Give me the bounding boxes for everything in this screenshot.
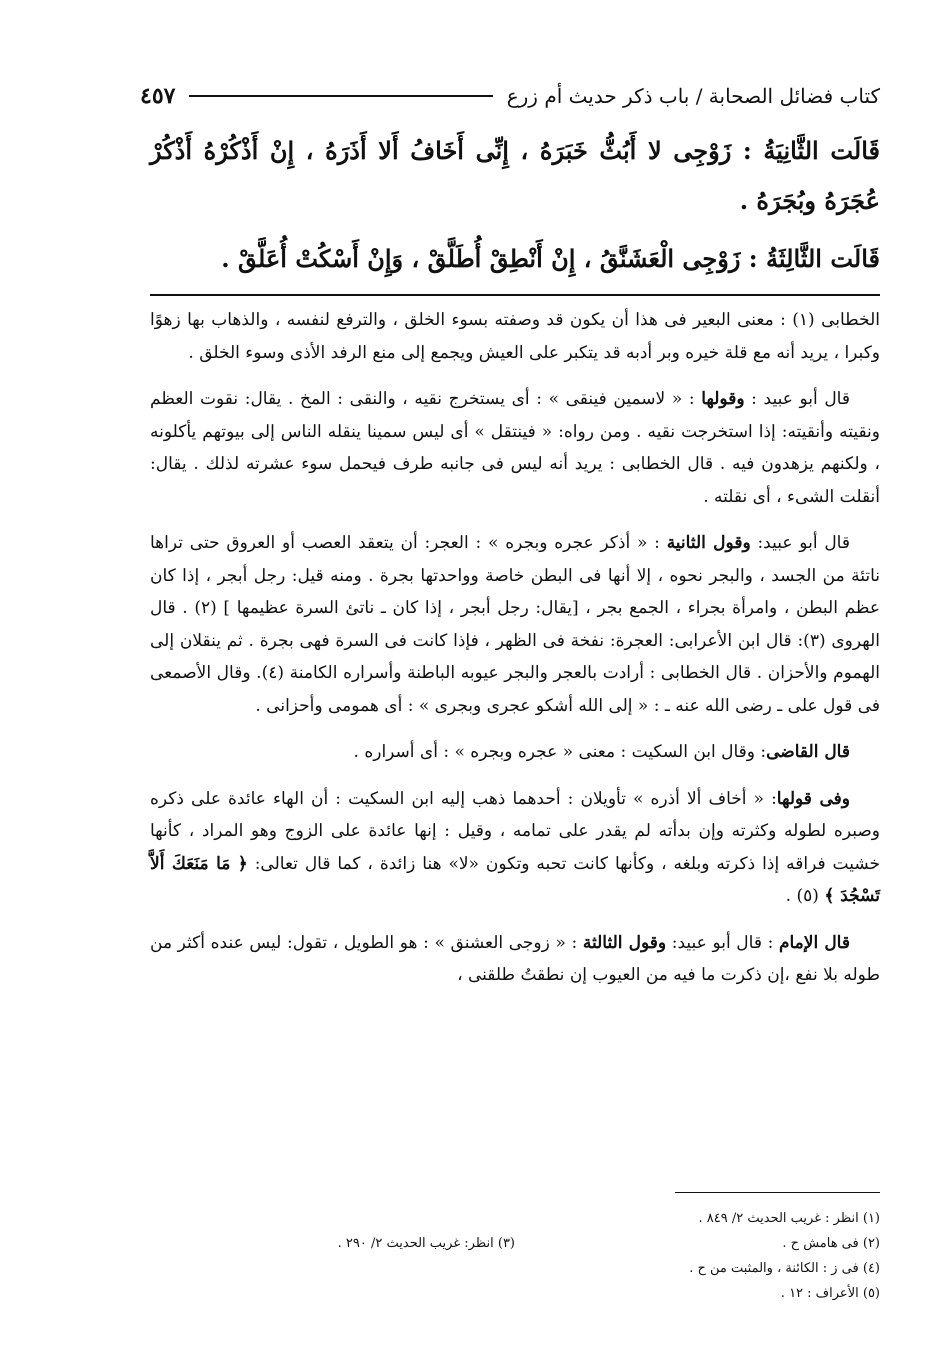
footnote-row bbox=[150, 1281, 880, 1306]
p6-body: : « زوجى العشنق » : هو الطويل ، تقول: ليس عنده أكثر من طوله بلا نفع ،إن ذكرت ما فيه من العيوب إن نطقتُ طلقنى ، bbox=[150, 932, 880, 985]
quran-quote: ﴿ مَا مَنَعَكَ أَلاَّ تَسْجُدَ ﴾ bbox=[150, 853, 880, 906]
footnote-2: (٢) فى هامش ح . bbox=[782, 1236, 880, 1251]
footnote-rule bbox=[675, 1192, 880, 1193]
commentary-paragraph-3 bbox=[150, 527, 880, 722]
commentary-paragraph-1: الخطابى (١) : معنى البعير فى هذا أن يكون قد وصفته بسوء الخلق ، والترفع لنفسه ، والذهاب بها زهوًا وكبرا ، يريد أنه مع قلة خيره وبر أدبه قد يتكبر على العيش ويجمع إلى منع الرفد الأذى وسوء الخلق . bbox=[150, 310, 880, 363]
footnote-row bbox=[150, 1231, 880, 1256]
p3-prefix: قال أبو عبيد: bbox=[750, 533, 850, 553]
p2-lead: وقولها bbox=[701, 389, 745, 409]
hadith-second-wife: قَالَت الثَّانِيَةُ : زَوْجِى لا أَبُثُّ خَبَرَهُ ، إِنِّى أَخَافُ أَلا أَذَرَهُ ، إِنْ أَذْكُرْهُ أَذْكُرْ عُجَرَهُ وبُجَرَهُ . bbox=[150, 136, 880, 215]
p2-body: : « لاسمين فينقى » : أى يستخرج نقيه ، والنقى : المخ . يقال: نقوت العظم ونقيته وأنقيته: إذا استخرجت نقيه . ومن رواه: « فينتقل » أى ليس سمينا ينقله الناس إلى بيوتهم يأكلونه ، ولكنهم يزهدون فيه . قال الخطابى : يريد أنه ليس فى جانبه طرف فيحمل سوء عشرته لذلك . يقال: أنقلت الشىء ، أى نقلته . bbox=[150, 389, 880, 507]
p5-lead: وفى قولها bbox=[776, 788, 850, 809]
page-header bbox=[140, 76, 880, 116]
commentary bbox=[150, 304, 880, 1006]
p6-lead: قال الإمام bbox=[778, 932, 850, 953]
header-rule bbox=[189, 95, 492, 97]
footnote-5: (٥) الأعراف : ١٢ . bbox=[780, 1286, 880, 1301]
footnote-row bbox=[150, 1206, 880, 1231]
footnote-4: (٤) فى ز : الكائنة ، والمثبت من ح . bbox=[689, 1261, 880, 1276]
commentary-paragraph-5 bbox=[150, 783, 880, 913]
p5-end: (٥) . bbox=[785, 886, 825, 906]
p4-body: : وقال ابن السكيت : معنى « عجره وبجره » : أى أسراره . bbox=[353, 742, 767, 762]
running-title: كتاب فضائل الصحابة / باب ذكر حديث أم زرع bbox=[506, 84, 880, 108]
footnotes bbox=[150, 1206, 880, 1306]
footnote-row bbox=[150, 1256, 880, 1281]
footnote-3: (٣) انظر: غريب الحديث ٢/ ٢٩٠ . bbox=[337, 1236, 515, 1251]
p2-prefix: قال أبو عبيد : bbox=[744, 389, 850, 409]
text-separator-rule bbox=[150, 294, 880, 296]
hadith-third-wife: قَالَت الثَّالِثَةُ : زَوْجِى الْعَشَنَّقُ ، إِنْ أَنْطِقْ أُطَلَّقْ ، وَإِنْ أَسْكُتْ أُعَلَّقْ . bbox=[221, 244, 880, 273]
commentary-paragraph-6 bbox=[150, 927, 880, 992]
commentary-paragraph-2 bbox=[150, 383, 880, 513]
p3-body: : « أذكر عجره وبجره » : العجر: أن يتعقد العصب أو العروق حتى تراها ناتئة من الجسد ، والبجر نحوه ، إلا أنها فى البطن خاصة وواحدتها بجرة . ومنه قيل: رجل أبجر ، إذا كان عظم البطن ، وامرأة بجراء ، الجمع بجر ، [يقال: رجل أبجر ، إذا كان ـ ناتئ السرة عظيمها ] (٢) . قال الهروى (٣): قال ابن الأعرابى: العجرة: نفخة فى الظهر ، فإذا كانت فى السرة فهى بجرة . ثم ينقلان إلى الهموم والأحزان . قال الخطابى : أرادت بالعجر والبجر عيوبه الباطنة وأسراره الكامنة (٤). وقال الأصمعى فى قول على ـ رضى الله عنه ـ : « إلى الله أشكو عجرى وبجرى » : أى همومى وأحزانى . bbox=[150, 533, 881, 716]
p5-body: : « أخاف ألا أذره » تأويلان : أحدهما ذهب إليه ابن السكيت : أن الهاء عائدة على ذكره وصبره لطوله وكثرته وإن بدأته لم يقدر على تمامه ، وقيل : إنها عائدة على الزوج وهو المراد ، كأنها خشيت فراقه إذا ذكرته وبلغه ، وكأنها كانت تحبه وتكون «لا» هنا زائدة ، كما قال تعالى: bbox=[150, 788, 880, 874]
page-number: ٤٥٧ bbox=[140, 83, 176, 109]
p6-mid: : قال أبو عبيد: bbox=[666, 932, 779, 953]
commentary-paragraph-4 bbox=[150, 736, 880, 769]
footnote-1: (١) انظر : غريب الحديث ٢/ ٨٤٩ . bbox=[698, 1211, 880, 1226]
p4-lead: قال القاضى bbox=[766, 742, 850, 762]
p6-lead-2: وقول الثالثة bbox=[582, 932, 667, 953]
p3-lead: وقول الثانية bbox=[666, 533, 751, 553]
